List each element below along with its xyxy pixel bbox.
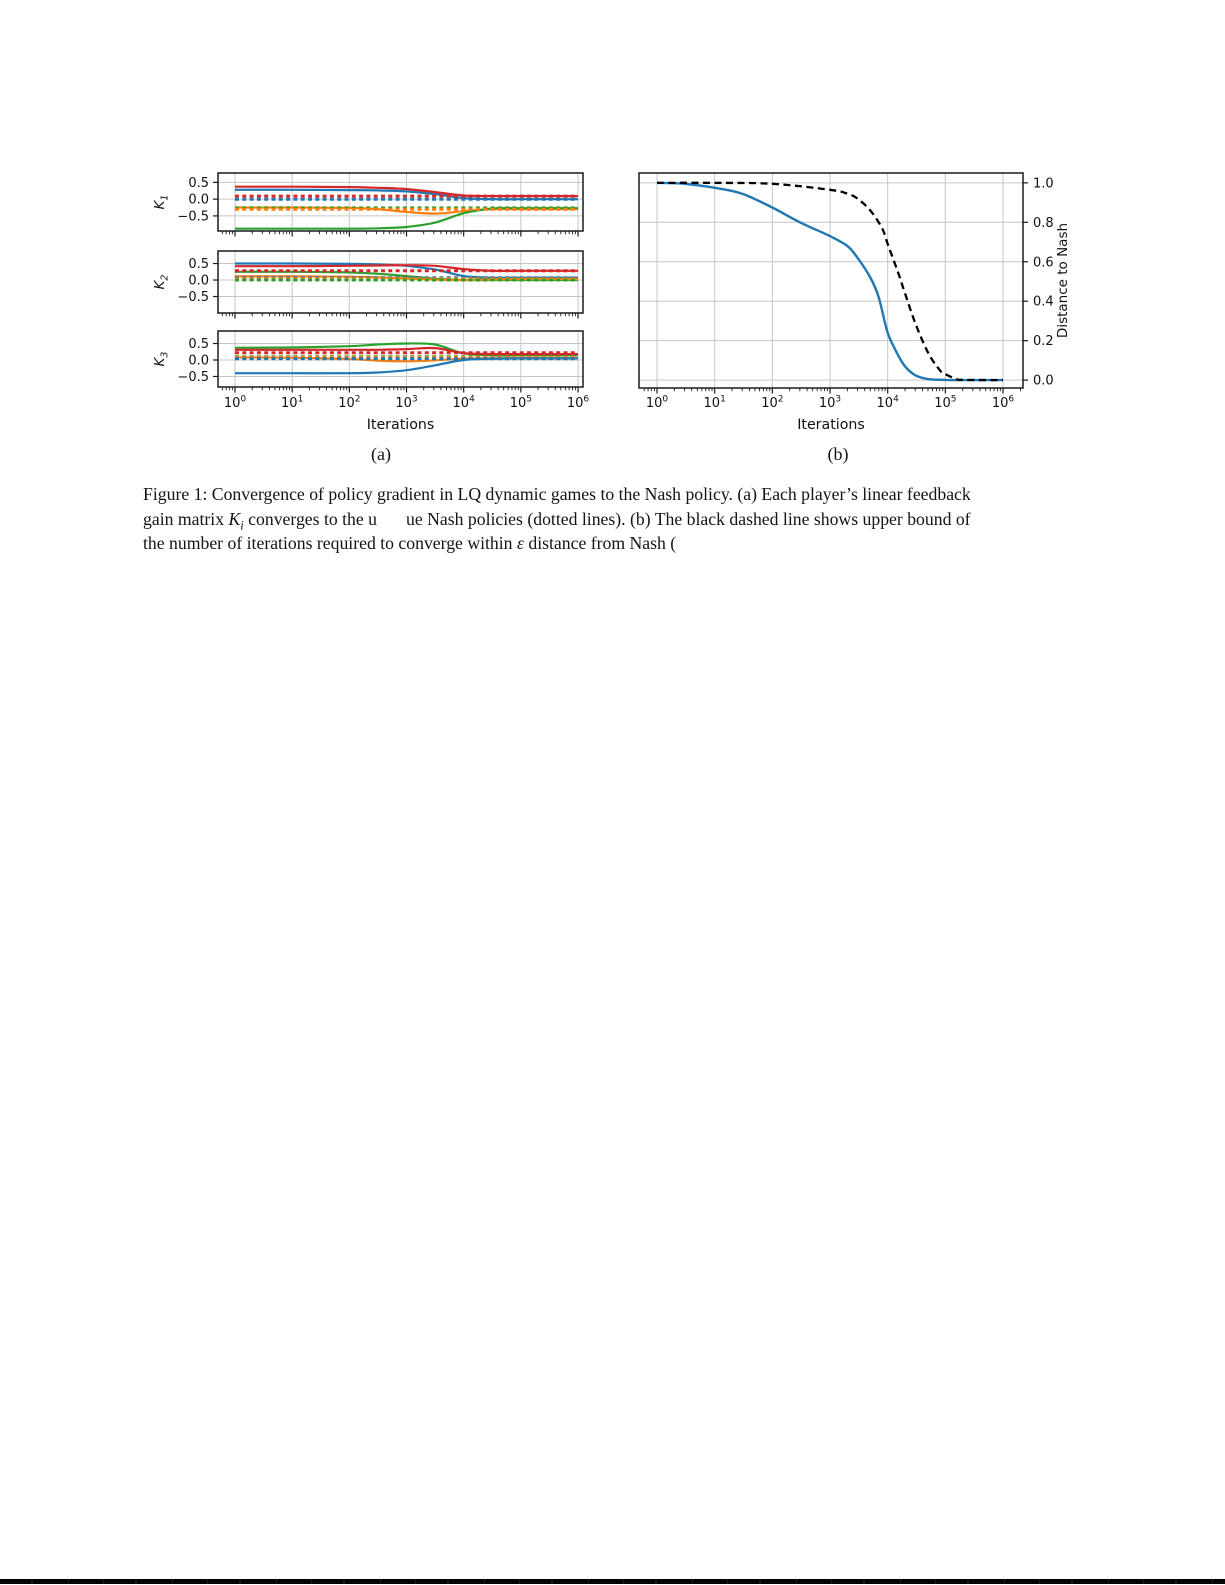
panel-b-label: (b) <box>827 444 849 464</box>
svg-text:Distance to Nash: Distance to Nash <box>1055 222 1071 339</box>
svg-text:0.4: 0.4 <box>1033 294 1054 310</box>
math-K-subscript: i <box>240 518 244 533</box>
svg-text:0.2: 0.2 <box>1033 334 1054 350</box>
svg-text:102: $10^2$ <box>338 394 361 411</box>
svg-text:104: $10^4$ <box>452 394 475 411</box>
svg-text:0.6: 0.6 <box>1033 255 1054 271</box>
svg-text:104: $10^4$ <box>876 394 899 411</box>
svg-text:0.8: 0.8 <box>1033 215 1054 231</box>
svg-text:1.0: 1.0 <box>1033 176 1054 192</box>
caption-line-1 <box>143 482 1103 507</box>
svg-text:−0.5: −0.5 <box>177 290 209 306</box>
svg-text:0.0: 0.0 <box>188 192 209 208</box>
svg-text:0.0: 0.0 <box>188 353 209 369</box>
svg-text:105: $10^5$ <box>934 394 957 411</box>
svg-text:106: $10^6$ <box>991 394 1015 411</box>
svg-text:K1: $K_1$ <box>152 194 171 210</box>
svg-text:Iterations: Iterations <box>366 417 435 433</box>
svg-text:103: $10^3$ <box>395 394 418 411</box>
svg-text:−0.5: −0.5 <box>177 369 209 385</box>
svg-text:105: $10^5$ <box>509 394 532 411</box>
math-epsilon: ε <box>516 533 524 553</box>
figure-caption <box>143 482 1103 556</box>
caption-text: the number of iterations required to converge within <box>143 533 517 553</box>
svg-text:103: $10^3$ <box>818 394 842 411</box>
caption-line-3 <box>143 531 1103 556</box>
caption-text: ue Nash policies (dotted lines). (b) The black dashed line shows upper bound of <box>406 508 971 529</box>
svg-text:0.5: 0.5 <box>188 175 209 191</box>
svg-text:101: $10^1$ <box>281 394 304 411</box>
svg-text:0.5: 0.5 <box>188 337 209 353</box>
panel-a-label: (a) <box>371 444 391 464</box>
caption-line-2 <box>143 507 1103 532</box>
panel-b-chart <box>615 160 1100 472</box>
svg-text:100: $10^0$ <box>223 394 247 411</box>
svg-text:100: $10^0$ <box>645 394 669 411</box>
math-K: K <box>228 508 241 529</box>
svg-text:K3: $K_3$ <box>152 351 171 367</box>
panel-a-chart <box>132 160 607 472</box>
svg-text:0.0: 0.0 <box>188 273 209 289</box>
svg-text:101: $10^1$ <box>703 394 726 411</box>
svg-text:−0.5: −0.5 <box>177 209 209 225</box>
caption-text: converges to the u <box>243 508 378 529</box>
caption-text: distance from Nash ( <box>523 533 677 553</box>
svg-text:0.5: 0.5 <box>188 257 209 273</box>
svg-text:K2: $K_2$ <box>152 274 171 290</box>
svg-text:Iterations: Iterations <box>797 417 865 433</box>
bottom-artifact-strip <box>0 1579 1225 1584</box>
svg-text:106: $10^6$ <box>566 394 590 411</box>
svg-text:0.0: 0.0 <box>1033 373 1054 389</box>
caption-text: Figure 1: Convergence of policy gradient in LQ dynamic games to the Nash policy. (a) Each player’s linear feedback <box>143 484 971 504</box>
caption-text: gain matrix <box>143 508 229 529</box>
svg-text:102: $10^2$ <box>761 394 784 411</box>
